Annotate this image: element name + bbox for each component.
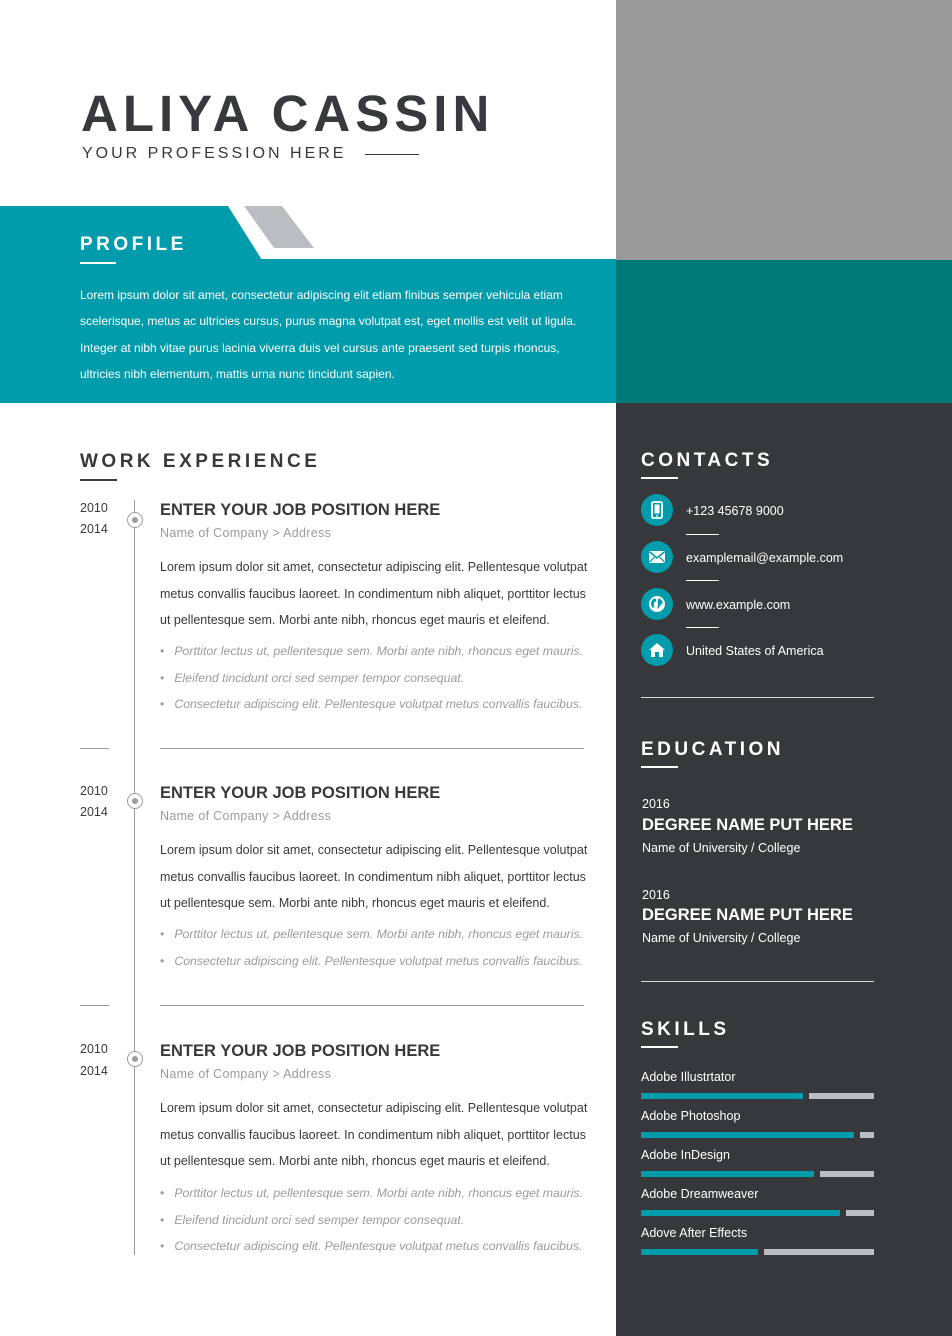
phone-icon — [641, 494, 673, 526]
education-year: 2016 — [642, 888, 670, 902]
job-bullets — [160, 1180, 600, 1260]
skill-bar-fill — [641, 1093, 809, 1099]
header-teal-dark-block — [616, 260, 952, 403]
education-degree: DEGREE NAME PUT HERE — [642, 816, 853, 834]
skill-bar — [641, 1093, 874, 1099]
contact-location: United States of America — [686, 644, 824, 658]
job-description: Lorem ipsum dolor sit amet, consectetur adipiscing elit. Pellentesque volutpat metus convallis faucibus laoreet. In condimentum nibh aliquet, porttitor lectus ut pellentesque sem. Morbi ante nibh, rhoncus eget mauris et eleifend. — [160, 1101, 588, 1168]
work-experience-heading: WORK EXPERIENCE — [80, 451, 321, 472]
job-description: Lorem ipsum dolor sit amet, consectetur adipiscing elit. Pellentesque volutpat metus convallis faucibus laoreet. In condimentum nibh aliquet, porttitor lectus ut pellentesque sem. Morbi ante nibh, rhoncus eget mauris et eleifend. — [160, 560, 588, 627]
job-bullet: • Porttitor lectus ut, pellentesque sem. Morbi ante nibh, rhoncus eget mauris. — [160, 1180, 600, 1207]
contact-phone[interactable]: +123 45678 9000 — [686, 504, 784, 518]
education-heading-underline — [641, 766, 678, 768]
contact-divider — [686, 580, 719, 581]
job-year-end: 2014 — [80, 522, 108, 536]
timeline-dot — [127, 1051, 143, 1067]
job-year-start: 2010 — [80, 784, 108, 798]
skill-bar-fill — [641, 1249, 764, 1255]
job-bullets — [160, 638, 600, 718]
profile-text: Lorem ipsum dolor sit amet, consectetur adipiscing elit etiam finibus semper vehicula etiam scelerisque, metus ac ultricies cursus, purus magna volutpat est, eget mollis est velit ut ligula. Integer at nibh vitae purus lacinia viverra duis vel cursus ante praesent sed turpis rhoncus, ultricies nibh elementum, mattis urna nunc tincidunt sapien. — [80, 288, 577, 381]
profession-divider — [365, 154, 419, 155]
job-year-end: 2014 — [80, 1064, 108, 1078]
globe-icon — [641, 588, 673, 620]
job-separator — [80, 748, 109, 749]
contact-divider — [686, 534, 719, 535]
job-bullet: • Eleifend tincidunt orci sed semper tempor consequat. — [160, 665, 600, 692]
skills-heading: SKILLS — [641, 1019, 730, 1040]
job-separator — [160, 1005, 584, 1006]
job-bullet: • Porttitor lectus ut, pellentesque sem. Morbi ante nibh, rhoncus eget mauris. — [160, 921, 600, 948]
skill-name: Adobe Photoshop — [641, 1109, 741, 1123]
contact-website[interactable]: www.example.com — [686, 598, 791, 612]
sidebar-separator — [641, 981, 874, 982]
job-company: Name of Company > Address — [160, 809, 332, 823]
skill-name: Adove After Effects — [641, 1226, 748, 1240]
job-position: ENTER YOUR JOB POSITION HERE — [160, 784, 441, 802]
education-degree: DEGREE NAME PUT HERE — [642, 906, 853, 924]
sidebar-separator — [641, 697, 874, 698]
job-year-start: 2010 — [80, 501, 108, 515]
job-separator — [80, 1005, 109, 1006]
skill-bar — [641, 1171, 874, 1177]
work-experience-heading-underline — [80, 479, 117, 481]
education-school: Name of University / College — [642, 841, 801, 855]
education-school: Name of University / College — [642, 931, 801, 945]
skill-bar — [641, 1210, 874, 1216]
profile-heading: PROFILE — [80, 234, 187, 255]
job-description: Lorem ipsum dolor sit amet, consectetur adipiscing elit. Pellentesque volutpat metus convallis faucibus laoreet. In condimentum nibh aliquet, porttitor lectus ut pellentesque sem. Morbi ante nibh, rhoncus eget mauris et eleifend. — [160, 843, 588, 910]
job-year-start: 2010 — [80, 1042, 108, 1056]
email-icon — [641, 541, 673, 573]
contacts-heading: CONTACTS — [641, 450, 774, 471]
job-company: Name of Company > Address — [160, 526, 332, 540]
education-heading: EDUCATION — [641, 739, 785, 760]
education-year: 2016 — [642, 797, 670, 811]
skill-bar-fill — [641, 1210, 846, 1216]
profile-heading-underline — [80, 262, 116, 264]
skill-bar — [641, 1249, 874, 1255]
job-bullets — [160, 921, 600, 974]
header-gray-block — [616, 0, 952, 260]
profession-title: YOUR PROFESSION HERE — [82, 145, 347, 162]
skill-bar-fill — [641, 1171, 820, 1177]
timeline-line — [134, 500, 135, 1255]
contact-email[interactable]: examplemail@example.com — [686, 551, 844, 565]
contacts-heading-underline — [641, 477, 678, 479]
timeline-dot — [127, 512, 143, 528]
job-bullet: • Consectetur adipiscing elit. Pellentesque volutpat metus convallis faucibus. — [160, 948, 600, 975]
skill-name: Adobe InDesign — [641, 1148, 730, 1162]
job-bullet: • Consectetur adipiscing elit. Pellentesque volutpat metus convallis faucibus. — [160, 691, 600, 718]
job-bullet: • Consectetur adipiscing elit. Pellentesque volutpat metus convallis faucibus. — [160, 1233, 600, 1260]
skill-name: Adobe Illustrtator — [641, 1070, 736, 1084]
home-icon — [641, 634, 673, 666]
contact-divider — [686, 627, 719, 628]
decorative-slash — [244, 206, 314, 248]
job-position: ENTER YOUR JOB POSITION HERE — [160, 1042, 441, 1060]
job-separator — [160, 748, 584, 749]
skills-heading-underline — [641, 1046, 678, 1048]
timeline-dot — [127, 793, 143, 809]
job-bullet: • Porttitor lectus ut, pellentesque sem. Morbi ante nibh, rhoncus eget mauris. — [160, 638, 600, 665]
skill-name: Adobe Dreamweaver — [641, 1187, 759, 1201]
skill-bar — [641, 1132, 874, 1138]
job-bullet: • Eleifend tincidunt orci sed semper tempor consequat. — [160, 1207, 600, 1234]
job-position: ENTER YOUR JOB POSITION HERE — [160, 501, 441, 519]
job-company: Name of Company > Address — [160, 1067, 332, 1081]
candidate-name: ALIYA CASSIN — [81, 85, 495, 142]
job-year-end: 2014 — [80, 805, 108, 819]
skill-bar-fill — [641, 1132, 860, 1138]
